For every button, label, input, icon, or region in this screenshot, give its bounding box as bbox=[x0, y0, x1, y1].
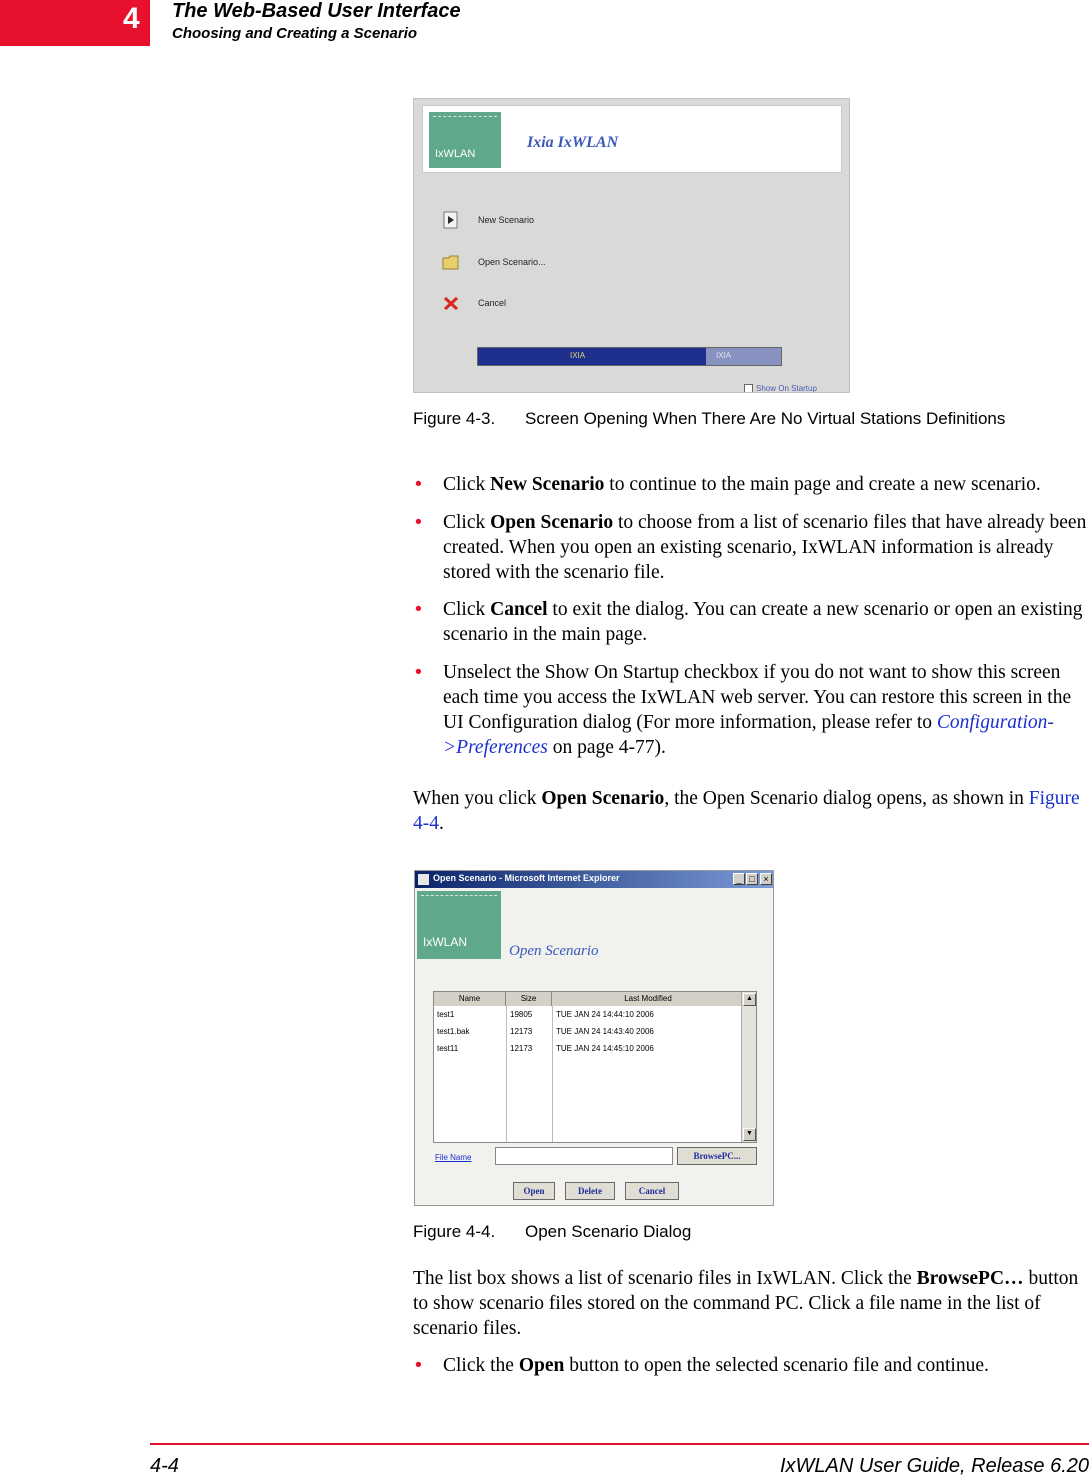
progress-right-label: IXIA bbox=[716, 351, 732, 360]
maximize-icon[interactable]: □ bbox=[746, 873, 758, 885]
guide-title: IxWLAN User Guide, Release 6.20 bbox=[779, 1455, 1089, 1477]
column-name[interactable]: Name bbox=[434, 992, 506, 1006]
open-button[interactable]: Open bbox=[513, 1182, 555, 1200]
header-subtitle: Choosing and Creating a Scenario bbox=[172, 25, 418, 42]
dialog-title: Open Scenario bbox=[509, 943, 599, 959]
figure-4-4-caption: Figure 4-4. Open Scenario Dialog bbox=[413, 1222, 692, 1241]
logo-text: IxWLAN bbox=[435, 148, 476, 160]
footer-rule bbox=[150, 1443, 1089, 1445]
delete-button[interactable]: Delete bbox=[565, 1182, 615, 1200]
scenario-file-list[interactable] bbox=[433, 991, 757, 1143]
figure-4-3-caption: Figure 4-3. Screen Opening When There Are No Virtual Stations Definitions bbox=[413, 409, 1006, 428]
paragraph-list-box: The list box shows a list of scenario files in IxWLAN. Click the BrowsePC… button to show scenario files stored on the command PC. Click a file name in the list of scenario files. bbox=[413, 1268, 1079, 1339]
table-row[interactable]: test1 19805 TUE JAN 24 14:44:10 2006 bbox=[437, 1010, 654, 1019]
scroll-down-icon[interactable]: ▼ bbox=[743, 1128, 756, 1141]
chapter-number: 4 bbox=[123, 2, 140, 35]
figure-4-4-link[interactable]: Figure 4-4 bbox=[413, 788, 1080, 834]
column-size[interactable]: Size bbox=[506, 992, 552, 1006]
paragraph-open-scenario: When you click Open Scenario, the Open Scenario dialog opens, as shown in Figure 4-4. bbox=[413, 788, 1080, 834]
preferences-link[interactable]: Configuration->Preferences bbox=[443, 712, 1054, 758]
folder-icon bbox=[442, 253, 460, 271]
show-on-startup-checkbox[interactable]: Show On Startup bbox=[744, 384, 817, 393]
file-name-input[interactable] bbox=[495, 1147, 673, 1165]
page-number: 4-4 bbox=[150, 1455, 179, 1477]
progress-left-label: IXIA bbox=[570, 351, 586, 360]
column-last-modified[interactable]: Last Modified bbox=[624, 994, 672, 1003]
close-icon[interactable]: × bbox=[760, 873, 772, 885]
figure-welcome-dialog: IxWLAN Ixia IxWLAN New Scenario Open Scenario... Cancel IXIA IXIA Show On Startup bbox=[413, 98, 850, 393]
dialog-banner bbox=[422, 105, 842, 173]
list-scrollbar[interactable] bbox=[741, 992, 756, 1142]
progress-bar bbox=[477, 347, 782, 366]
dialog-title: Ixia IxWLAN bbox=[527, 134, 619, 151]
table-row[interactable]: test1.bak 12173 TUE JAN 24 14:43:40 2006 bbox=[437, 1027, 654, 1036]
checkbox-box bbox=[744, 384, 753, 393]
ixwlan-logo bbox=[417, 891, 501, 959]
window-titlebar bbox=[415, 871, 773, 888]
browse-pc-button[interactable]: BrowsePC... bbox=[677, 1147, 757, 1165]
cancel-button[interactable]: Cancel bbox=[625, 1182, 679, 1200]
minimize-icon[interactable]: _ bbox=[733, 873, 745, 885]
window-title: Open Scenario - Microsoft Internet Explorer bbox=[433, 873, 620, 883]
cancel-x-icon bbox=[442, 294, 460, 312]
ie-icon bbox=[418, 874, 429, 885]
list-header bbox=[434, 992, 742, 1006]
table-row[interactable]: test11 12173 TUE JAN 24 14:45:10 2006 bbox=[437, 1044, 654, 1053]
file-name-label: File Name bbox=[435, 1153, 472, 1162]
new-scenario-icon bbox=[442, 211, 460, 229]
scroll-up-icon[interactable]: ▲ bbox=[743, 993, 756, 1006]
figure-open-scenario-dialog bbox=[414, 870, 774, 1206]
header-title: The Web-Based User Interface bbox=[172, 0, 461, 22]
ixwlan-logo bbox=[429, 112, 501, 168]
logo-text: IxWLAN bbox=[423, 935, 468, 949]
